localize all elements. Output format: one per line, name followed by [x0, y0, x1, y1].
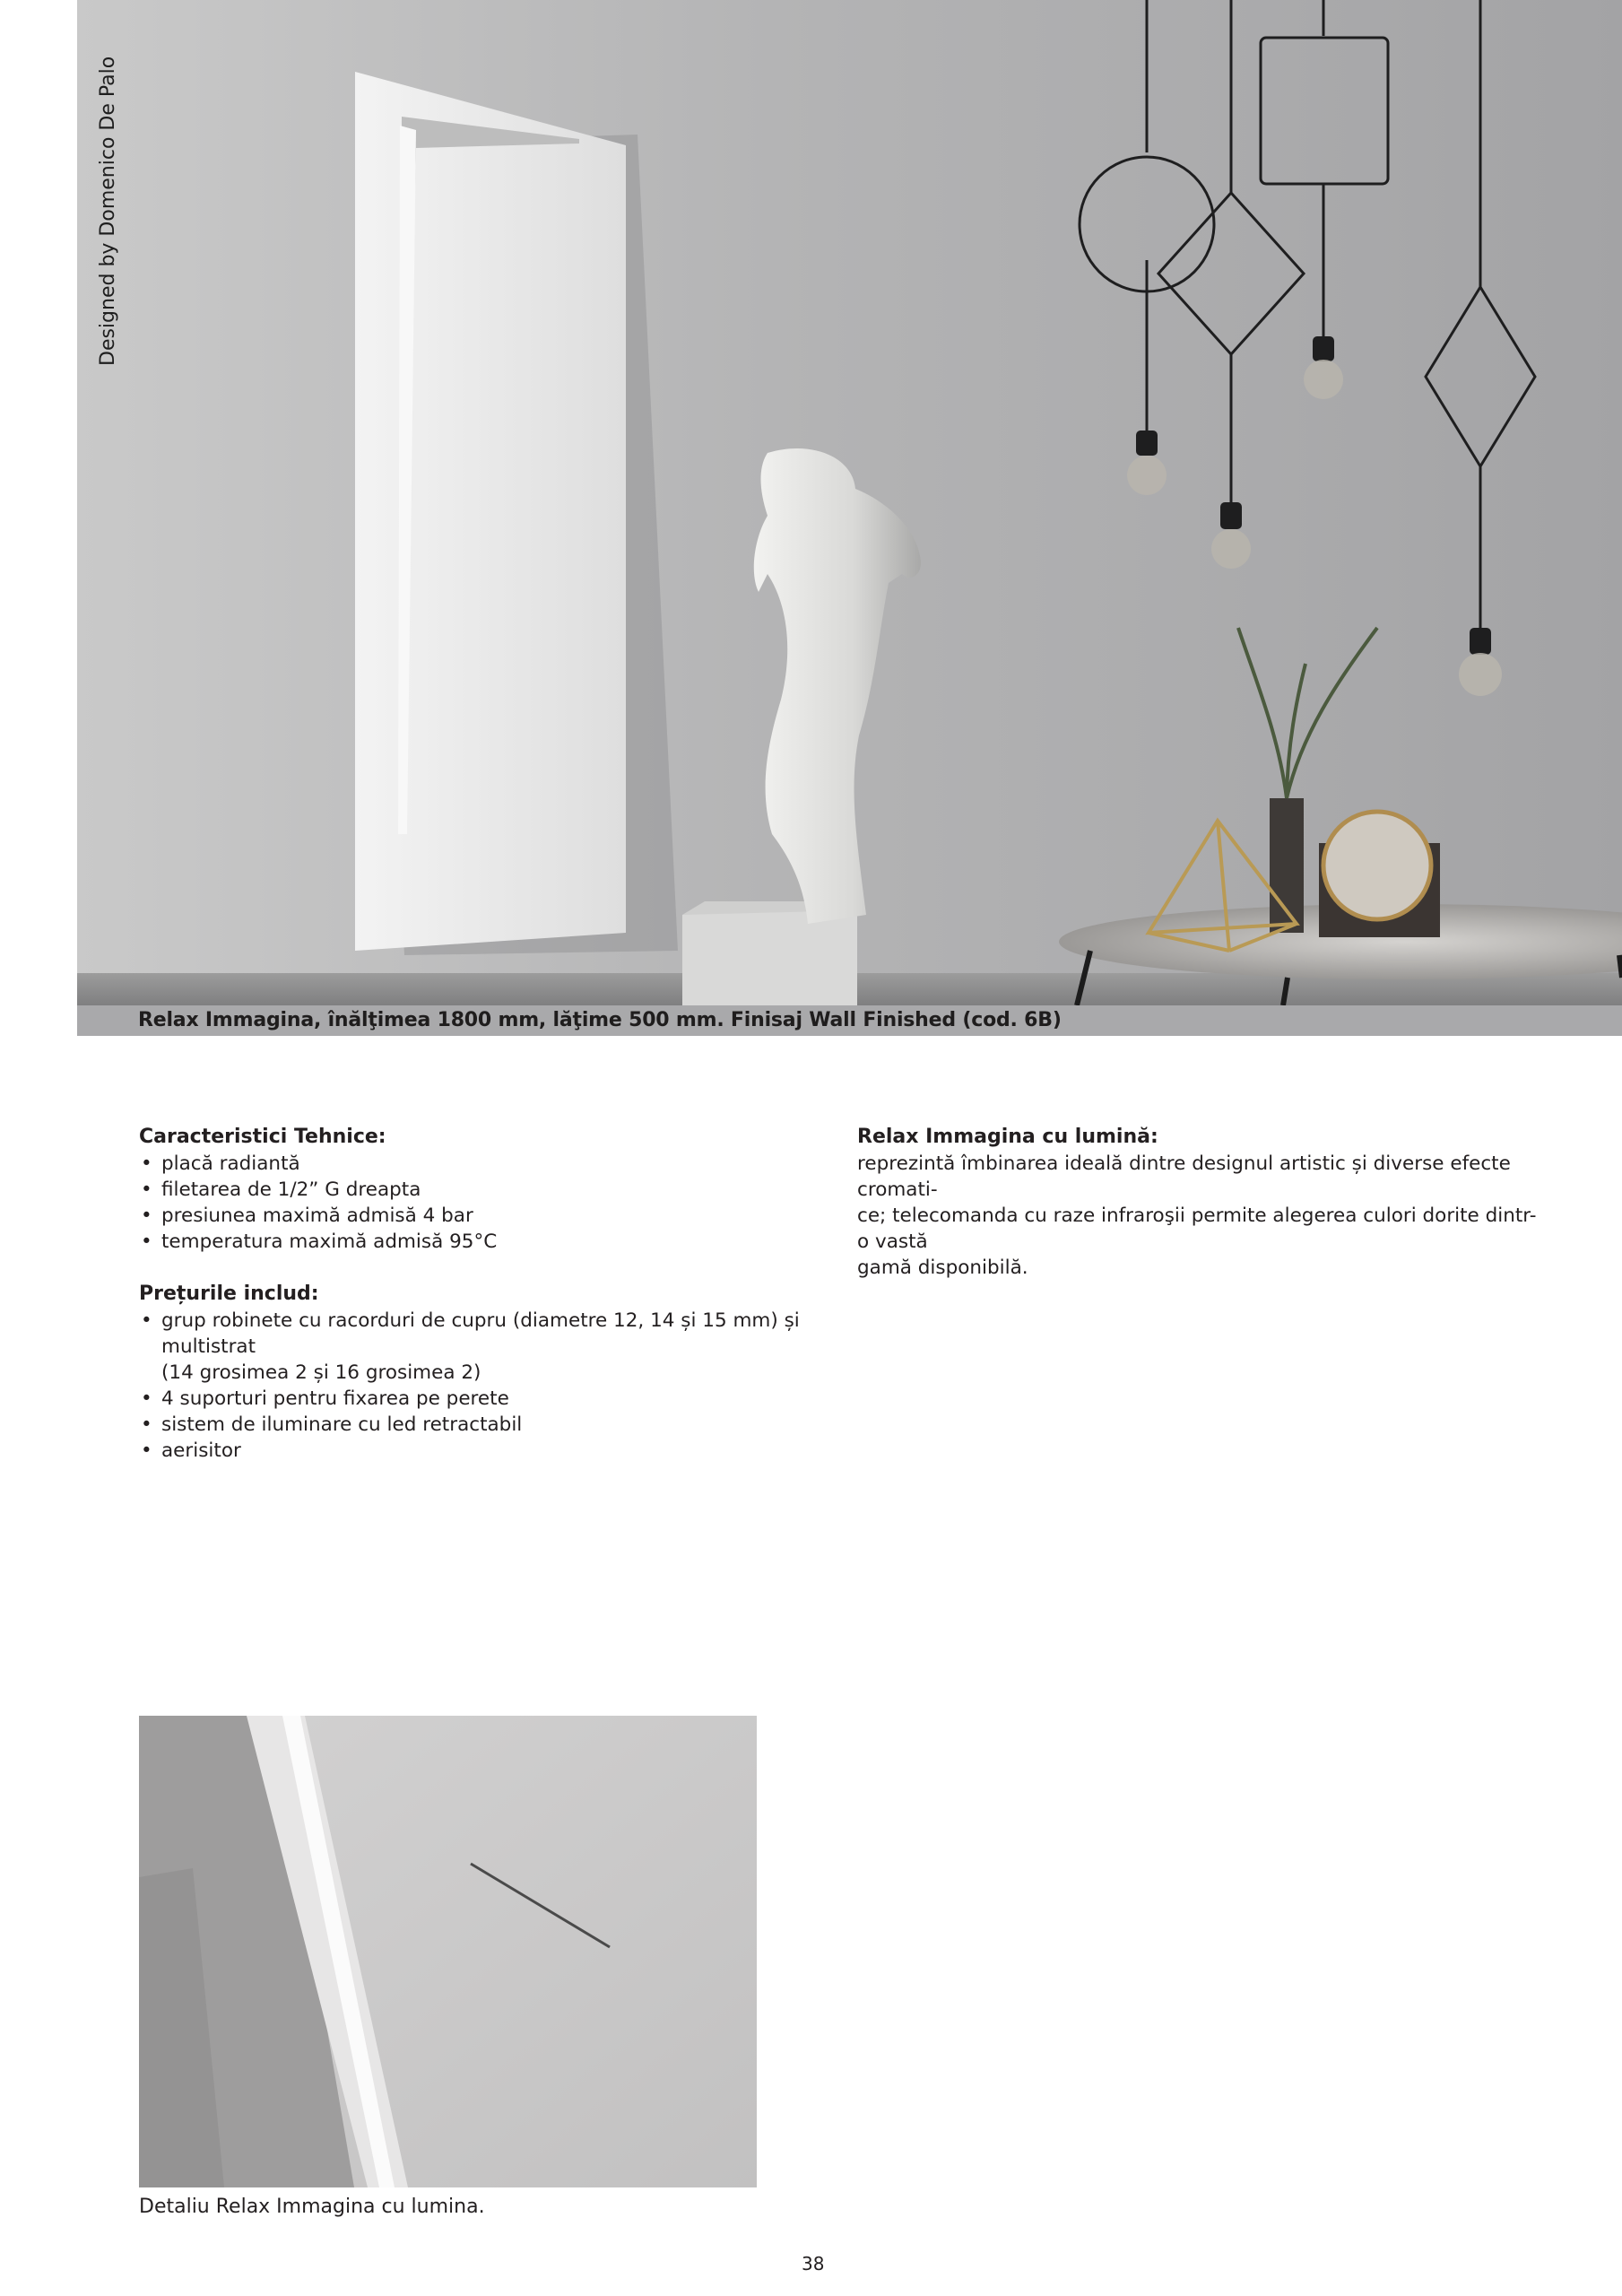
light-body-line: gamă disponibilă. [857, 1257, 1028, 1279]
tech-section [139, 1124, 785, 1255]
designer-credit: Designed by Domenico De Palo [97, 56, 119, 366]
light-section [857, 1124, 1539, 1281]
hero-caption: Relax Immagina, înălţimea 1800 mm, lăţime 500 mm. Finisaj Wall Finished (cod. 6B) [138, 1009, 1062, 1031]
tech-title: Caracteristici Tehnice: [139, 1126, 386, 1148]
light-title: Relax Immagina cu lumină: [857, 1126, 1158, 1148]
prices-list [139, 1308, 838, 1464]
detail-caption: Detaliu Relax Immagina cu lumina. [139, 2196, 485, 2218]
list-item: • aerisitor [139, 1438, 838, 1464]
prices-title: Prețurile includ: [139, 1283, 319, 1305]
list-item: • placă radiantă [139, 1151, 785, 1177]
list-item-text: grup robinete cu racorduri de cupru (diametre 12, 14 și 15 mm) și multistrat [161, 1309, 800, 1358]
list-item-continuation: (14 grosimea 2 și 16 grosimea 2) [161, 1361, 481, 1384]
tech-list [139, 1151, 785, 1255]
list-item: • filetarea de 1/2” G dreapta [139, 1177, 785, 1203]
light-body-line: ce; telecomanda cu raze infraroşii permite alegerea culori dorite dintr-o vastă [857, 1205, 1537, 1253]
hero-caption-bar [77, 1005, 1622, 1036]
light-body-line: reprezintă îmbinarea ideală dintre designul artistic și diverse efecte cromati- [857, 1152, 1511, 1201]
hero-photo [77, 0, 1622, 1005]
page-number: 38 [802, 2253, 825, 2274]
prices-section [139, 1281, 838, 1464]
list-item [139, 1308, 838, 1386]
detail-photo [139, 1716, 757, 2187]
list-item: • 4 suporturi pentru fixarea pe perete [139, 1386, 838, 1412]
list-item: • presiunea maximă admisă 4 bar [139, 1203, 785, 1229]
list-item: • temperatura maximă admisă 95°C [139, 1229, 785, 1255]
list-item: • sistem de iluminare cu led retractabil [139, 1412, 838, 1438]
